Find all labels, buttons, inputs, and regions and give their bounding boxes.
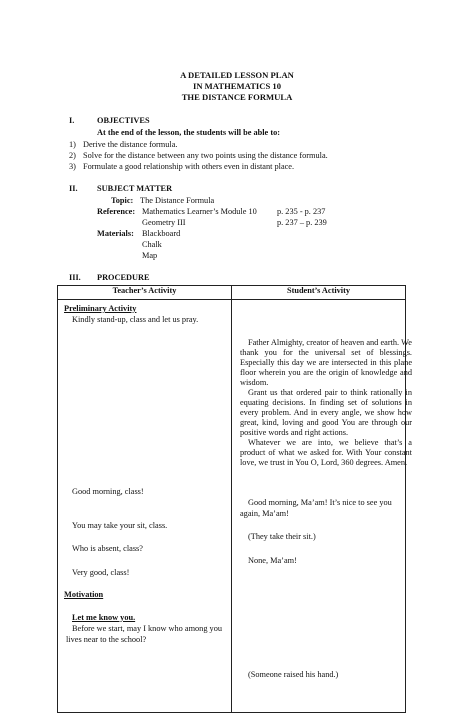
objective-text: Solve for the distance between any two points using the distance formula. — [83, 151, 328, 160]
materials-label: Materials: — [97, 229, 134, 238]
objective-text: Formulate a good relationship with others even in distant place. — [83, 162, 295, 171]
student-prayer-paragraph-3: Whatever we are into, we believe that’s a product of what we asked for. With Your constant love, we trust in You O, Lord, 360 degrees. Amen. — [240, 438, 412, 467]
objective-text: Derive the distance formula. — [83, 140, 178, 149]
material-item: Blackboard — [142, 229, 181, 238]
teacher-very-good: Very good, class! — [72, 568, 130, 577]
doc-title-line1: A DETAILED LESSON PLAN — [180, 70, 294, 80]
motivation-heading: Motivation — [64, 590, 104, 599]
teacher-before-line2: lives near to the school? — [66, 635, 147, 644]
reference-1-pages: p. 235 - p. 237 — [277, 207, 326, 216]
material-item: Map — [142, 251, 158, 260]
objective-number: 1) — [69, 140, 76, 149]
student-raised-hand: (Someone raised his hand.) — [248, 670, 339, 679]
let-me-know-you-heading: Let me know you. — [72, 613, 136, 622]
teacher-sit-line: You may take your sit, class. — [72, 521, 168, 530]
topic-value: The Distance Formula — [140, 196, 215, 205]
student-activity-cell — [232, 300, 412, 712]
reference-label: Reference: — [97, 207, 136, 216]
preliminary-activity-heading: Preliminary Activity — [64, 304, 137, 313]
section-numeral-subject-matter: II. — [69, 184, 78, 193]
student-column-header: Student’s Activity — [232, 286, 406, 300]
student-prayer-paragraph-1: Father Almighty, creator of heaven and earth. We thank you for the universal set of blessings. Especially this day we are intersected in this plane floor wherein you are the origin of knowledge and wisdom. — [240, 338, 412, 387]
teacher-column-header: Teacher’s Activity — [58, 286, 232, 300]
reference-2: Geometry III — [142, 218, 186, 227]
material-item: Chalk — [142, 240, 162, 249]
objective-number: 3) — [69, 162, 76, 171]
procedure-table — [57, 285, 412, 713]
section-numeral-objectives: I. — [69, 116, 75, 125]
topic-label: Topic: — [111, 196, 134, 205]
doc-title-line3: THE DISTANCE FORMULA — [181, 92, 293, 102]
teacher-pray-line: Kindly stand-up, class and let us pray. — [72, 315, 199, 324]
teacher-activity-cell — [58, 300, 231, 712]
student-prayer-paragraph-2: Grant us that ordered pair to think rationally in equating decisions. In finding set of solutions in every problem. And in every angle, we show how great, kind, loving and good You are through our positive words and right actions. — [240, 388, 412, 437]
section-heading-subject-matter: SUBJECT MATTER — [97, 184, 173, 193]
student-none-reply: None, Ma’am! — [248, 556, 297, 565]
section-numeral-procedure: III. — [69, 273, 81, 282]
teacher-before-line1: Before we start, may I know who among you — [72, 624, 223, 633]
objectives-intro: At the end of the lesson, the students will be able to: — [97, 128, 280, 137]
objective-number: 2) — [69, 151, 76, 160]
reference-1: Mathematics Learner’s Module 10 — [142, 207, 257, 216]
teacher-absent-question: Who is absent, class? — [72, 544, 143, 553]
student-greeting-line2: again, Ma’am! — [240, 509, 289, 518]
section-heading-procedure: PROCEDURE — [97, 273, 150, 282]
doc-title-line2: IN MATHEMATICS 10 — [192, 81, 281, 91]
student-greeting-line1: Good morning, Ma’am! It’s nice to see you — [248, 498, 392, 507]
section-heading-objectives: OBJECTIVES — [97, 116, 150, 125]
teacher-greeting: Good morning, class! — [72, 487, 144, 496]
student-sit-action: (They take their sit.) — [248, 532, 316, 541]
reference-2-pages: p. 237 – p. 239 — [277, 218, 327, 227]
